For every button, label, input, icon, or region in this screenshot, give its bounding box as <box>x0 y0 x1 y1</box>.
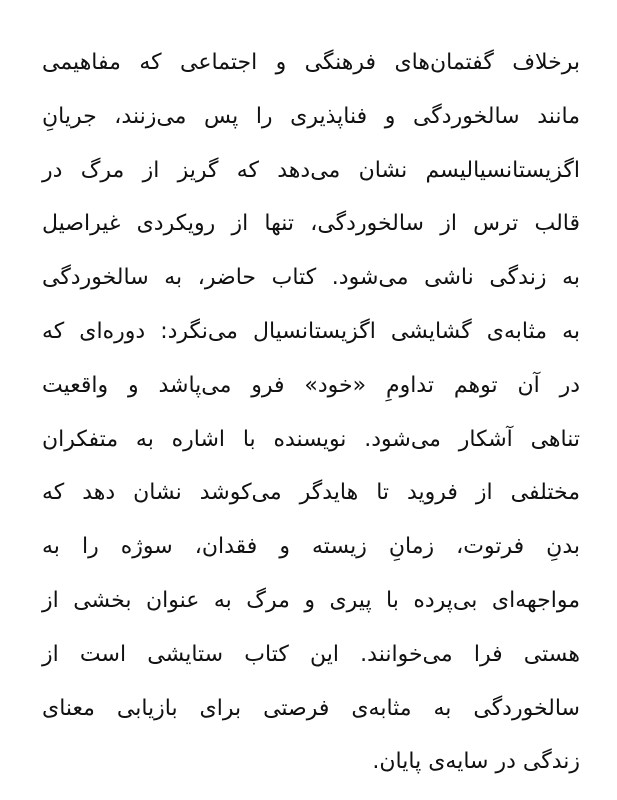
paragraph-line: بدنِ فرتوت، زمانِ زیسته و فقدان، سوژه را به <box>42 534 580 560</box>
paragraph-line: برخلاف گفتمان‌های فرهنگی و اجتماعی که مفاهیمی <box>42 50 580 75</box>
paragraph-line: در آن توهم تداومِ «خود» فرو می‌پاشد و واقعیت <box>42 372 580 398</box>
paragraph-line: به زندگی ناشی می‌شود. کتاب حاضر، به سالخوردگی <box>42 265 580 291</box>
paragraph-line: اگزیستانسیالیسم نشان می‌دهد که گریز از مرگ در <box>42 157 580 183</box>
paragraph-line: سالخوردگی به مثابه‌ی فرصتی برای بازیابی معنای <box>42 695 580 721</box>
paragraph-line: قالب ترس از سالخوردگی، تنها از رویکردی غیراصیل <box>42 211 580 237</box>
paragraph-line: مختلفی از فروید تا هایدگر می‌کوشد نشان دهد که <box>42 480 580 506</box>
paragraph-line: زندگی در سایه‌ی پایان. <box>372 749 580 775</box>
paragraph-line: به مثابه‌ی گشایشی اگزیستانسیال می‌نگرد: دوره‌ای که <box>42 318 580 344</box>
paragraph-line: مواجهه‌ای بی‌پرده با پیری و مرگ به عنوان بخشی از <box>42 587 580 613</box>
paragraph-line: مانند سالخوردگی و فناپذیری را پس می‌زنند، جریانِ <box>42 103 580 129</box>
paragraph-line: تناهی آشکار می‌شود. نویسنده با اشاره به متفکران <box>42 426 580 452</box>
book-description-paragraph <box>42 36 580 789</box>
paragraph-line: هستی فرا می‌خوانند. این کتاب ستایشی است از <box>42 641 580 667</box>
